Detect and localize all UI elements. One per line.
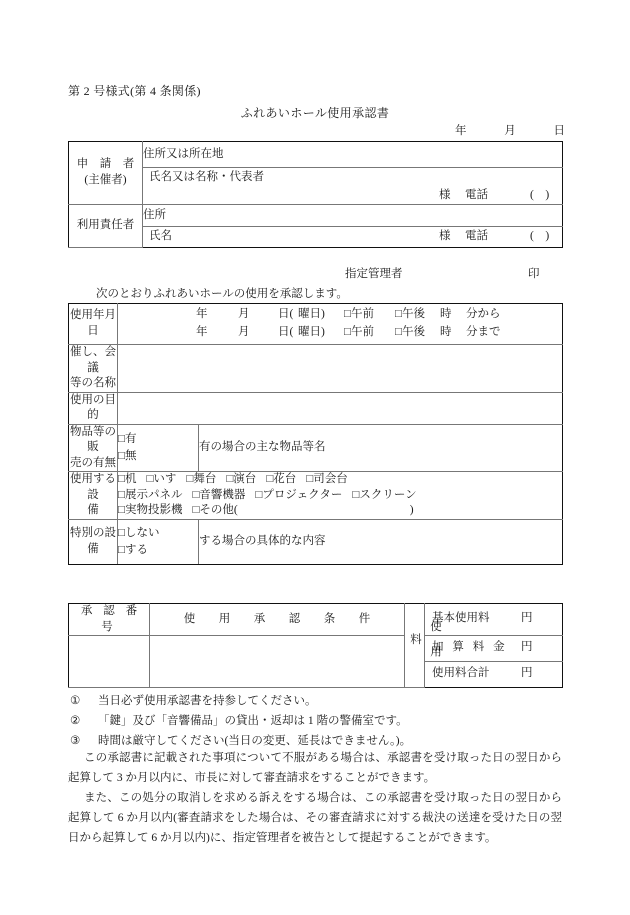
note-number: ③: [70, 734, 81, 747]
table-row: [69, 205, 563, 227]
table-row: [69, 392, 563, 424]
purpose-label-cell: 使用の目的: [69, 392, 118, 424]
table-row: [69, 227, 563, 248]
responsible-name-label: 氏名: [149, 230, 172, 242]
equipment-checkbox-document-camera[interactable]: □実物投影機: [118, 504, 183, 517]
note-number: ①: [70, 695, 81, 707]
sama-label: 様: [439, 230, 451, 242]
sales-label-line2: 売の有無: [70, 456, 116, 469]
sales-label-cell: [69, 424, 118, 472]
table-row: [69, 636, 563, 662]
sales-detail-field[interactable]: [199, 424, 563, 472]
responsible-address-label: 住所: [143, 208, 166, 221]
equipment-checkbox-display-panel[interactable]: □展示パネル: [118, 488, 183, 501]
tel-label: 電話: [465, 230, 488, 242]
event-name-label-cell: [69, 345, 118, 393]
equipment-checkbox-group: [118, 472, 563, 520]
note-text: 「鍵」及び「音響備品」の貸出・返却は 1 階の警備室です。: [98, 714, 408, 727]
table-row: [69, 304, 563, 345]
sales-choice-cell: [118, 424, 199, 472]
special-no-checkbox[interactable]: □しない: [118, 527, 160, 539]
document-title: ふれあいホール使用承認書: [240, 106, 390, 120]
fee-total-label: 使用料合計: [432, 667, 490, 680]
weekday-label: 曜日): [298, 326, 325, 338]
equipment-row-1: [118, 472, 562, 488]
equipment-checkbox-screen[interactable]: □スクリーン: [352, 488, 417, 501]
hour-label: 時: [440, 326, 452, 338]
fee-total-unit: 円: [521, 667, 533, 680]
notes-list: [68, 692, 568, 751]
equipment-checkbox-chair[interactable]: □いす: [146, 473, 177, 486]
applicant-address-label: 住所又は所在地: [143, 147, 224, 160]
table-row: [69, 142, 563, 168]
applicant-address-field[interactable]: [143, 142, 563, 168]
table-row: [69, 345, 563, 393]
note-number: ②: [70, 714, 81, 727]
table-row: [69, 168, 563, 205]
equipment-checkbox-stage[interactable]: □舞台: [186, 473, 217, 486]
use-date-field[interactable]: [118, 304, 563, 345]
applicant-name-label: 氏名又は名称・代表者: [149, 171, 264, 183]
table-row: [69, 424, 563, 472]
sales-yes-checkbox[interactable]: □有: [118, 433, 137, 446]
event-name-field[interactable]: [118, 345, 563, 393]
equipment-label-cell: [69, 472, 118, 520]
note-text: 時間は厳守してください(当日の変更、延長はできません。)。: [98, 734, 412, 747]
designated-manager-line: [68, 265, 562, 281]
approval-number-field[interactable]: [69, 636, 150, 688]
equipment-checkbox-other[interactable]: □その他(: [192, 504, 238, 517]
note-text: 当日必ず使用承認書を持参してください。: [98, 695, 317, 707]
applicant-label-cell: [69, 142, 143, 205]
use-date-line-2: [118, 325, 562, 343]
use-date-line-1: [118, 307, 562, 325]
applicant-table: [68, 141, 563, 248]
minute-to-label: 分まで: [466, 326, 501, 338]
applicant-label-line2: (主催者): [84, 174, 127, 186]
special-choice-cell: [118, 519, 199, 564]
fee-additional-label: 加 算 料 金: [432, 641, 508, 654]
equipment-row-3: [118, 503, 562, 519]
am-checkbox[interactable]: □午前: [344, 308, 374, 320]
purpose-field[interactable]: [118, 392, 563, 424]
sales-label-line1: 物品等の販: [70, 425, 116, 454]
appeal-paragraph: この承認書に記載された事項について不服がある場合は、承認書を受け取った日の翌日から起算して 3 か月以内に、市長に対して審査請求をすることができます。: [68, 752, 562, 784]
day-label: 日: [553, 125, 565, 137]
equipment-row-2: [118, 488, 562, 504]
responsible-person-label-cell: 利用責任者: [69, 205, 143, 248]
equipment-checkbox-mc-stand[interactable]: □司会台: [306, 473, 348, 486]
responsible-name-field[interactable]: [143, 227, 563, 248]
approval-sentence: 次のとおりふれあいホールの使用を承認します。: [96, 288, 348, 300]
equipment-other-close: ): [409, 504, 414, 517]
list-item: [68, 692, 568, 712]
tel-label: 電話: [465, 189, 488, 201]
table-row: [69, 472, 563, 520]
event-name-label-line1: 催し、会議: [70, 346, 116, 374]
equipment-label-line1: 使用する設: [70, 473, 116, 501]
legal-notice: [68, 749, 562, 848]
weekday-label: 曜日): [298, 308, 325, 320]
day-label: 日(: [278, 308, 294, 320]
lawsuit-paragraph: また、この処分の取消しを求める訴えをする場合は、この承認書を受け取った日の翌日から起算して 6 か月以内(審査請求をした場合は、その審査請求に対する裁決の送達を受けた日の翌日から起算して 6 か月以内)に、指定管理者を被告として提起することができます。: [68, 791, 562, 844]
event-name-label-line2: 等の名称: [70, 377, 116, 390]
day-label: 日(: [278, 326, 294, 338]
year-label: 年: [196, 308, 208, 320]
pm-checkbox[interactable]: □午後: [395, 326, 425, 338]
special-detail-header: する場合の具体的な内容: [199, 534, 326, 547]
equipment-checkbox-projector[interactable]: □プロジェクター: [255, 488, 343, 501]
fee-vertical-label: 使用料: [405, 604, 425, 688]
special-yes-checkbox[interactable]: □する: [118, 543, 148, 556]
fee-row-total[interactable]: [425, 662, 563, 688]
month-label: 月: [504, 125, 516, 137]
month-label: 月: [238, 308, 250, 320]
approval-fee-table: [68, 603, 563, 688]
approval-conditions-field[interactable]: [150, 636, 405, 688]
tel-area-code: ( ): [530, 230, 550, 242]
equipment-label-line2: 備: [87, 504, 99, 517]
am-checkbox[interactable]: □午前: [344, 326, 374, 338]
applicant-name-field[interactable]: [143, 168, 563, 205]
table-row: [69, 519, 563, 564]
fee-row-additional[interactable]: [425, 636, 563, 662]
designated-manager-label: 指定管理者: [345, 268, 403, 280]
month-label: 月: [238, 326, 250, 338]
equipment-checkbox-flower-stand[interactable]: □花台: [266, 473, 297, 486]
fee-additional-unit: 円: [521, 641, 533, 654]
year-label: 年: [455, 125, 467, 137]
list-item: [68, 712, 568, 732]
issue-date-line: [455, 122, 565, 138]
equipment-checkbox-podium[interactable]: □演台: [226, 473, 257, 486]
pm-checkbox[interactable]: □午後: [395, 308, 425, 320]
applicant-label-line1: 申 請 者: [76, 158, 135, 171]
usage-details-table: [68, 303, 563, 565]
year-label: 年: [196, 326, 208, 338]
fee-row-basic[interactable]: [425, 604, 563, 636]
fee-basic-unit: 円: [521, 612, 533, 625]
use-date-label-cell: 使用年月日: [69, 304, 118, 345]
equipment-checkbox-desk[interactable]: □机: [118, 473, 137, 486]
table-row: [69, 604, 563, 636]
seal-label: 印: [528, 268, 540, 280]
minute-from-label: 分から: [466, 308, 501, 320]
special-detail-field[interactable]: [199, 519, 563, 564]
sales-no-checkbox[interactable]: □無: [118, 449, 137, 462]
form-code: 第 2 号様式(第 4 条関係): [68, 84, 201, 98]
hour-label: 時: [440, 308, 452, 320]
equipment-checkbox-audio[interactable]: □音響機器: [192, 488, 246, 501]
fee-basic-label: 基本使用料: [432, 612, 490, 625]
special-equipment-label-cell: 特別の設備: [69, 519, 118, 564]
tel-area-code: ( ): [530, 189, 550, 201]
sales-detail-header: 有の場合の主な物品等名: [199, 441, 326, 454]
approval-conditions-header: 使 用 承 認 条 件: [150, 604, 405, 636]
sama-label: 様: [439, 189, 451, 201]
responsible-address-field[interactable]: [143, 205, 563, 227]
approval-number-header: 承 認 番 号: [69, 604, 150, 636]
